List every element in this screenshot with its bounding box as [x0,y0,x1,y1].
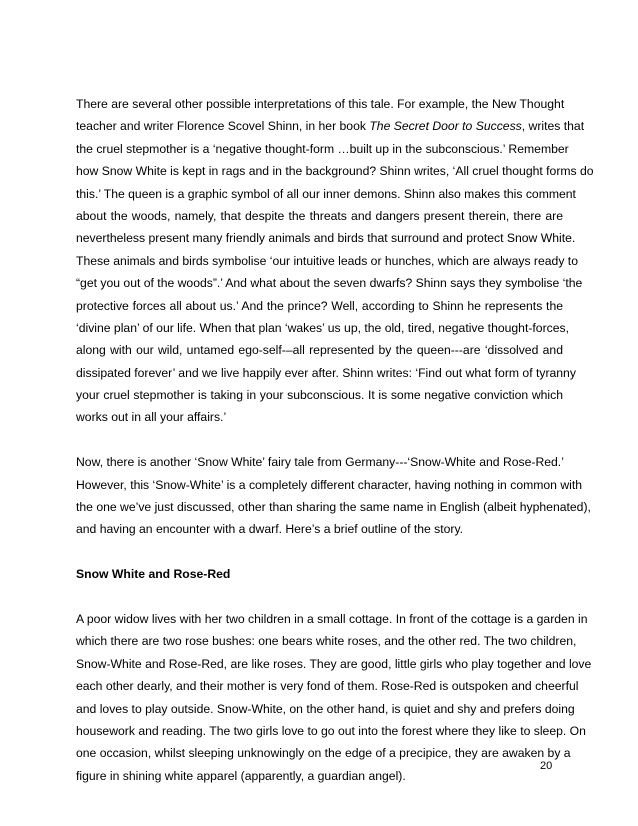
text-line: However, this ‘Snow-White’ is a completely different character, having nothing in common with [76,477,583,492]
paragraph-interpretations [76,93,594,429]
text-line: the cruel stepmother is a ‘negative thought-form …built up in the subconscious.’ Remember [76,141,569,156]
text-line: the one we’ve just discussed, other than sharing the same name in English (albeit hyphenated), [76,500,591,515]
text-line: how Snow White is kept in rags and in the background? Shinn writes, ‘All cruel thought forms do [76,164,594,179]
text-line: and loves to play outside. Snow-White, on the other hand, is quiet and shy and prefers doing [76,701,575,716]
text-line: this.’ The queen is a graphic symbol of all our inner demons. Shinn also makes this comment [76,186,576,201]
section-heading: Snow White and Rose-Red [76,567,231,582]
document-page [76,93,594,787]
page-number: 20 [540,760,553,772]
text-line: works out in all your affairs.’ [76,410,227,425]
book-title: The Secret Door to Success [369,119,522,134]
text-line: Now, there is another ‘Snow White’ fairy tale from Germany---‘Snow-White and Rose-Red.’ [76,455,564,470]
text-line: and having an encounter with a dwarf. Here’s a brief outline of the story. [76,522,464,537]
text-line: These animals and birds symbolise ‘our intuitive leads or hunches, which are always ready to [76,253,578,268]
text-line: your cruel stepmother is taking in your subconscious. It is some negative conviction which [76,388,563,403]
text-line [76,115,585,137]
text-segment: , writes that [521,119,585,134]
text-line: dissipated forever’ and we live happily ever after. Shinn writes: ‘Find out what form of tyranny [76,365,576,380]
text-line: along with our wild, untamed ego-self-–all represented by the queen---are ‘dissolved and [76,343,563,358]
paragraph-story-outline [76,608,592,787]
text-line: figure in shining white apparel (apparently, a guardian angel). [76,768,406,783]
paragraph-another-snow-white [76,451,591,541]
text-line: about the woods, namely, that despite the threats and dangers present therein, there are [76,208,563,223]
text-line: Snow-White and Rose-Red, are like roses. They are good, little girls who play together and love [76,656,592,671]
text-line: “get you out of the woods”.’ And what about the seven dwarfs? Shinn says they symbolise ‘the [76,276,583,291]
text-line: ‘divine plan’ of our life. When that plan ‘wakes’ us up, the old, tired, negative thought-forces, [76,320,569,335]
text-line: housework and reading. The two girls love to go out into the forest where they like to sleep. On [76,723,586,738]
paragraph-spacer [76,586,563,608]
text-segment: teacher and writer Florence Scovel Shinn, in her book [76,119,370,134]
paragraph-spacer [76,429,563,451]
text-line: one occasion, whilst sleeping unknowingly on the edge of a precipice, they are awaken by a [76,746,571,761]
paragraph-spacer [76,541,563,563]
text-line: A poor widow lives with her two children in a small cottage. In front of the cottage is a garden in [76,612,588,626]
text-line: each other dearly, and their mother is very fond of them. Rose-Red is outspoken and cheerful [76,679,579,694]
text-line: There are several other possible interpretations of this tale. For example, the New Thought [76,97,565,111]
text-line: protective forces all about us.’ And the prince? Well, according to Shinn he represents the [76,298,563,313]
text-line: nevertheless present many friendly animals and birds that surround and protect Snow White. [76,231,576,246]
text-line: which there are two rose bushes: one bears white roses, and the other red. The two children, [76,634,577,649]
